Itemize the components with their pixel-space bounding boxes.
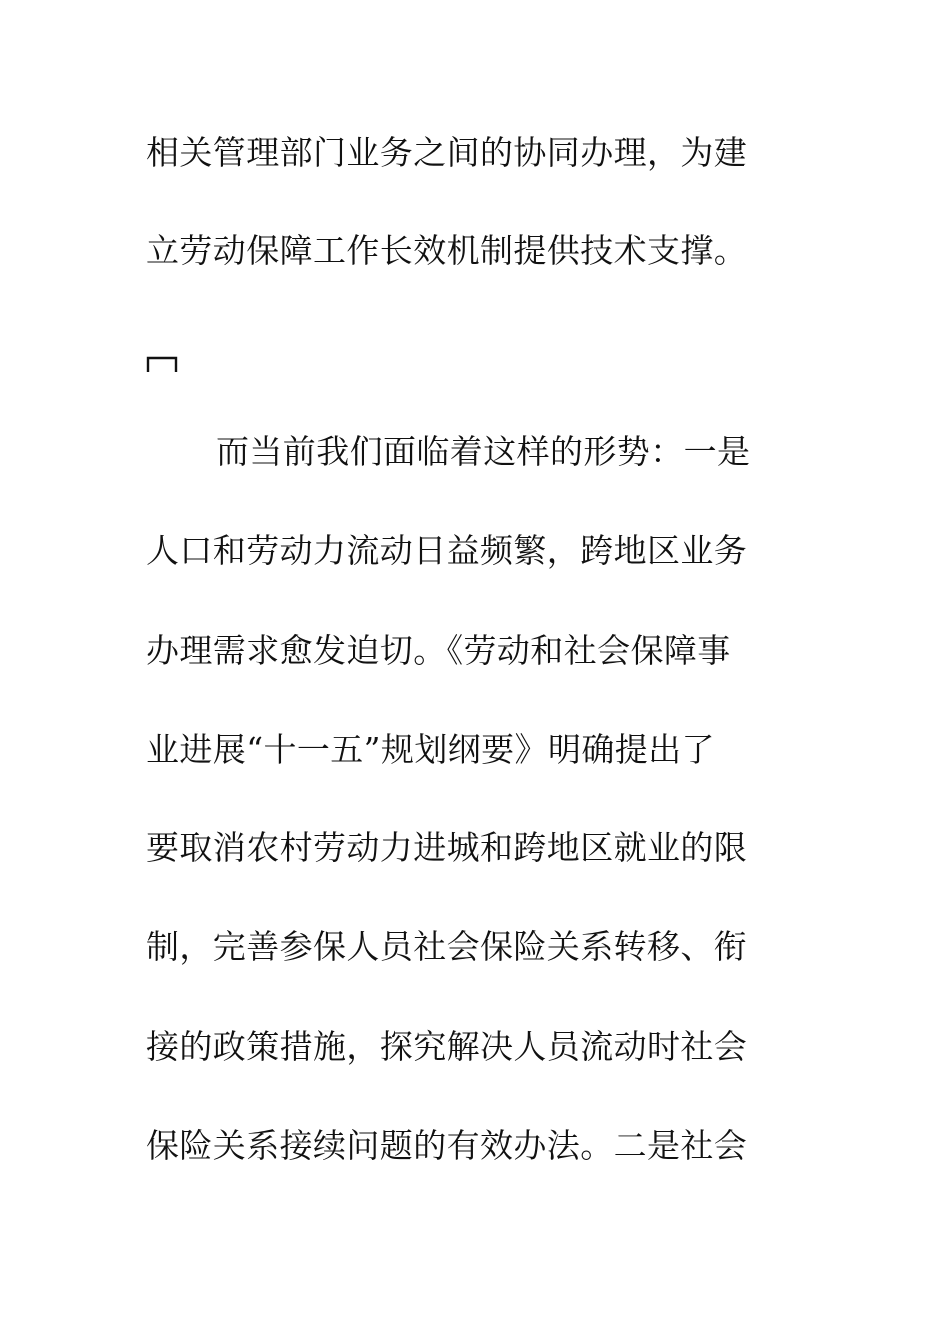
paragraph-first-line: 而当前我们面临着这样的形势：一是 [216,432,751,471]
text-line: 办理需求愈发迫切。《劳动和社会保障事 [146,631,731,670]
section-mark [146,354,178,374]
text-line: 立劳动保障工作长效机制提供技术支撑。 [146,231,748,270]
text-line: 业进展“十一五”规划纲要》明确提出了 [146,730,715,769]
text-line: 相关管理部门业务之间的协同办理，为建 [146,133,748,172]
text-line: 接的政策措施，探究解决人员流动时社会 [146,1027,748,1066]
text-line: 保险关系接续问题的有效办法。二是社会 [146,1126,748,1165]
text-line: 要取消农村劳动力进城和跨地区就业的限 [146,828,748,867]
text-line: 人口和劳动力流动日益频繁，跨地区业务 [146,531,748,570]
text-line: 制，完善参保人员社会保险关系转移、衔 [146,927,748,966]
